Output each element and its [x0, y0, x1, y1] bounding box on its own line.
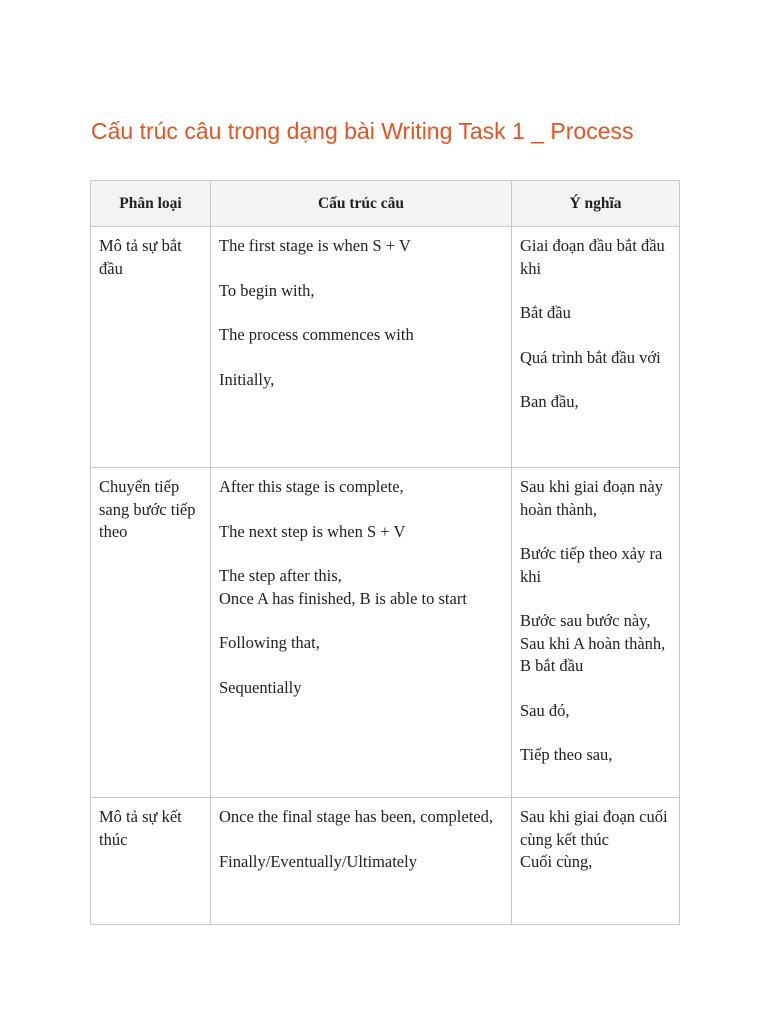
category-cell	[91, 468, 211, 798]
structure-item: After this stage is complete,	[219, 477, 404, 496]
category-label: Mô tả sự bắt đầu	[99, 236, 182, 278]
category-cell	[91, 227, 211, 468]
structure-item: Sequentially	[219, 677, 302, 697]
table-header-row	[91, 181, 680, 227]
category-cell	[91, 798, 211, 925]
meaning-item: Sau khi giai đoạn cuối cùng kết thúc	[520, 807, 668, 849]
meaning-item: Bước sau bước này,	[520, 611, 651, 630]
meaning-item: Quá trình bắt đầu với	[520, 347, 661, 367]
structure-cell	[211, 798, 512, 925]
structure-item: The first stage is when S + V	[219, 236, 411, 255]
structure-item: The next step is when S + V	[219, 521, 406, 541]
structure-item: Following that,	[219, 633, 320, 652]
meaning-item: Sau đó,	[520, 700, 570, 720]
meaning-item: Ban đầu,	[520, 392, 579, 411]
structure-item: The step after this,	[219, 566, 342, 585]
structure-item: Initially,	[219, 369, 275, 389]
structure-item: To begin with,	[219, 280, 315, 300]
meaning-item: Sau khi giai đoạn này hoàn thành,	[520, 477, 663, 519]
category-label: Chuyển tiếp sang bước tiếp theo	[99, 477, 196, 541]
table-row	[91, 798, 680, 925]
meaning-item-group	[520, 806, 673, 874]
meaning-item: Tiếp theo sau,	[520, 745, 613, 764]
header-category: Phân loại	[91, 181, 211, 227]
meaning-cell	[512, 468, 680, 798]
structure-item: Finally/Eventually/Ultimately	[219, 851, 417, 871]
meaning-item: Bước tiếp theo xảy ra khi	[520, 544, 663, 586]
structure-item: Once A has finished, B is able to start	[219, 588, 467, 608]
header-meaning: Ý nghĩa	[512, 181, 680, 227]
meaning-item: Bắt đầu	[520, 303, 571, 322]
structure-cell	[211, 468, 512, 798]
meaning-item: Cuối cùng,	[520, 852, 593, 871]
header-structure: Cấu trúc câu	[211, 181, 512, 227]
meaning-cell	[512, 798, 680, 925]
meaning-item-group	[520, 610, 673, 678]
meaning-item: Giai đoạn đầu bắt đầu khi	[520, 236, 665, 278]
category-label: Mô tả sự kết thúc	[99, 807, 182, 849]
page-title: Cấu trúc câu trong dạng bài Writing Task 1 _ Process	[91, 118, 634, 144]
structure-item: Once the final stage has been, completed,	[219, 807, 493, 826]
table-row	[91, 468, 680, 798]
table-row	[91, 227, 680, 468]
structure-cell	[211, 227, 512, 468]
meaning-item: Sau khi A hoàn thành, B bắt đầu	[520, 633, 666, 675]
structure-item-group	[219, 565, 505, 610]
sentence-structure-table	[90, 180, 680, 925]
meaning-cell	[512, 227, 680, 468]
structure-item: The process commences with	[219, 325, 414, 344]
